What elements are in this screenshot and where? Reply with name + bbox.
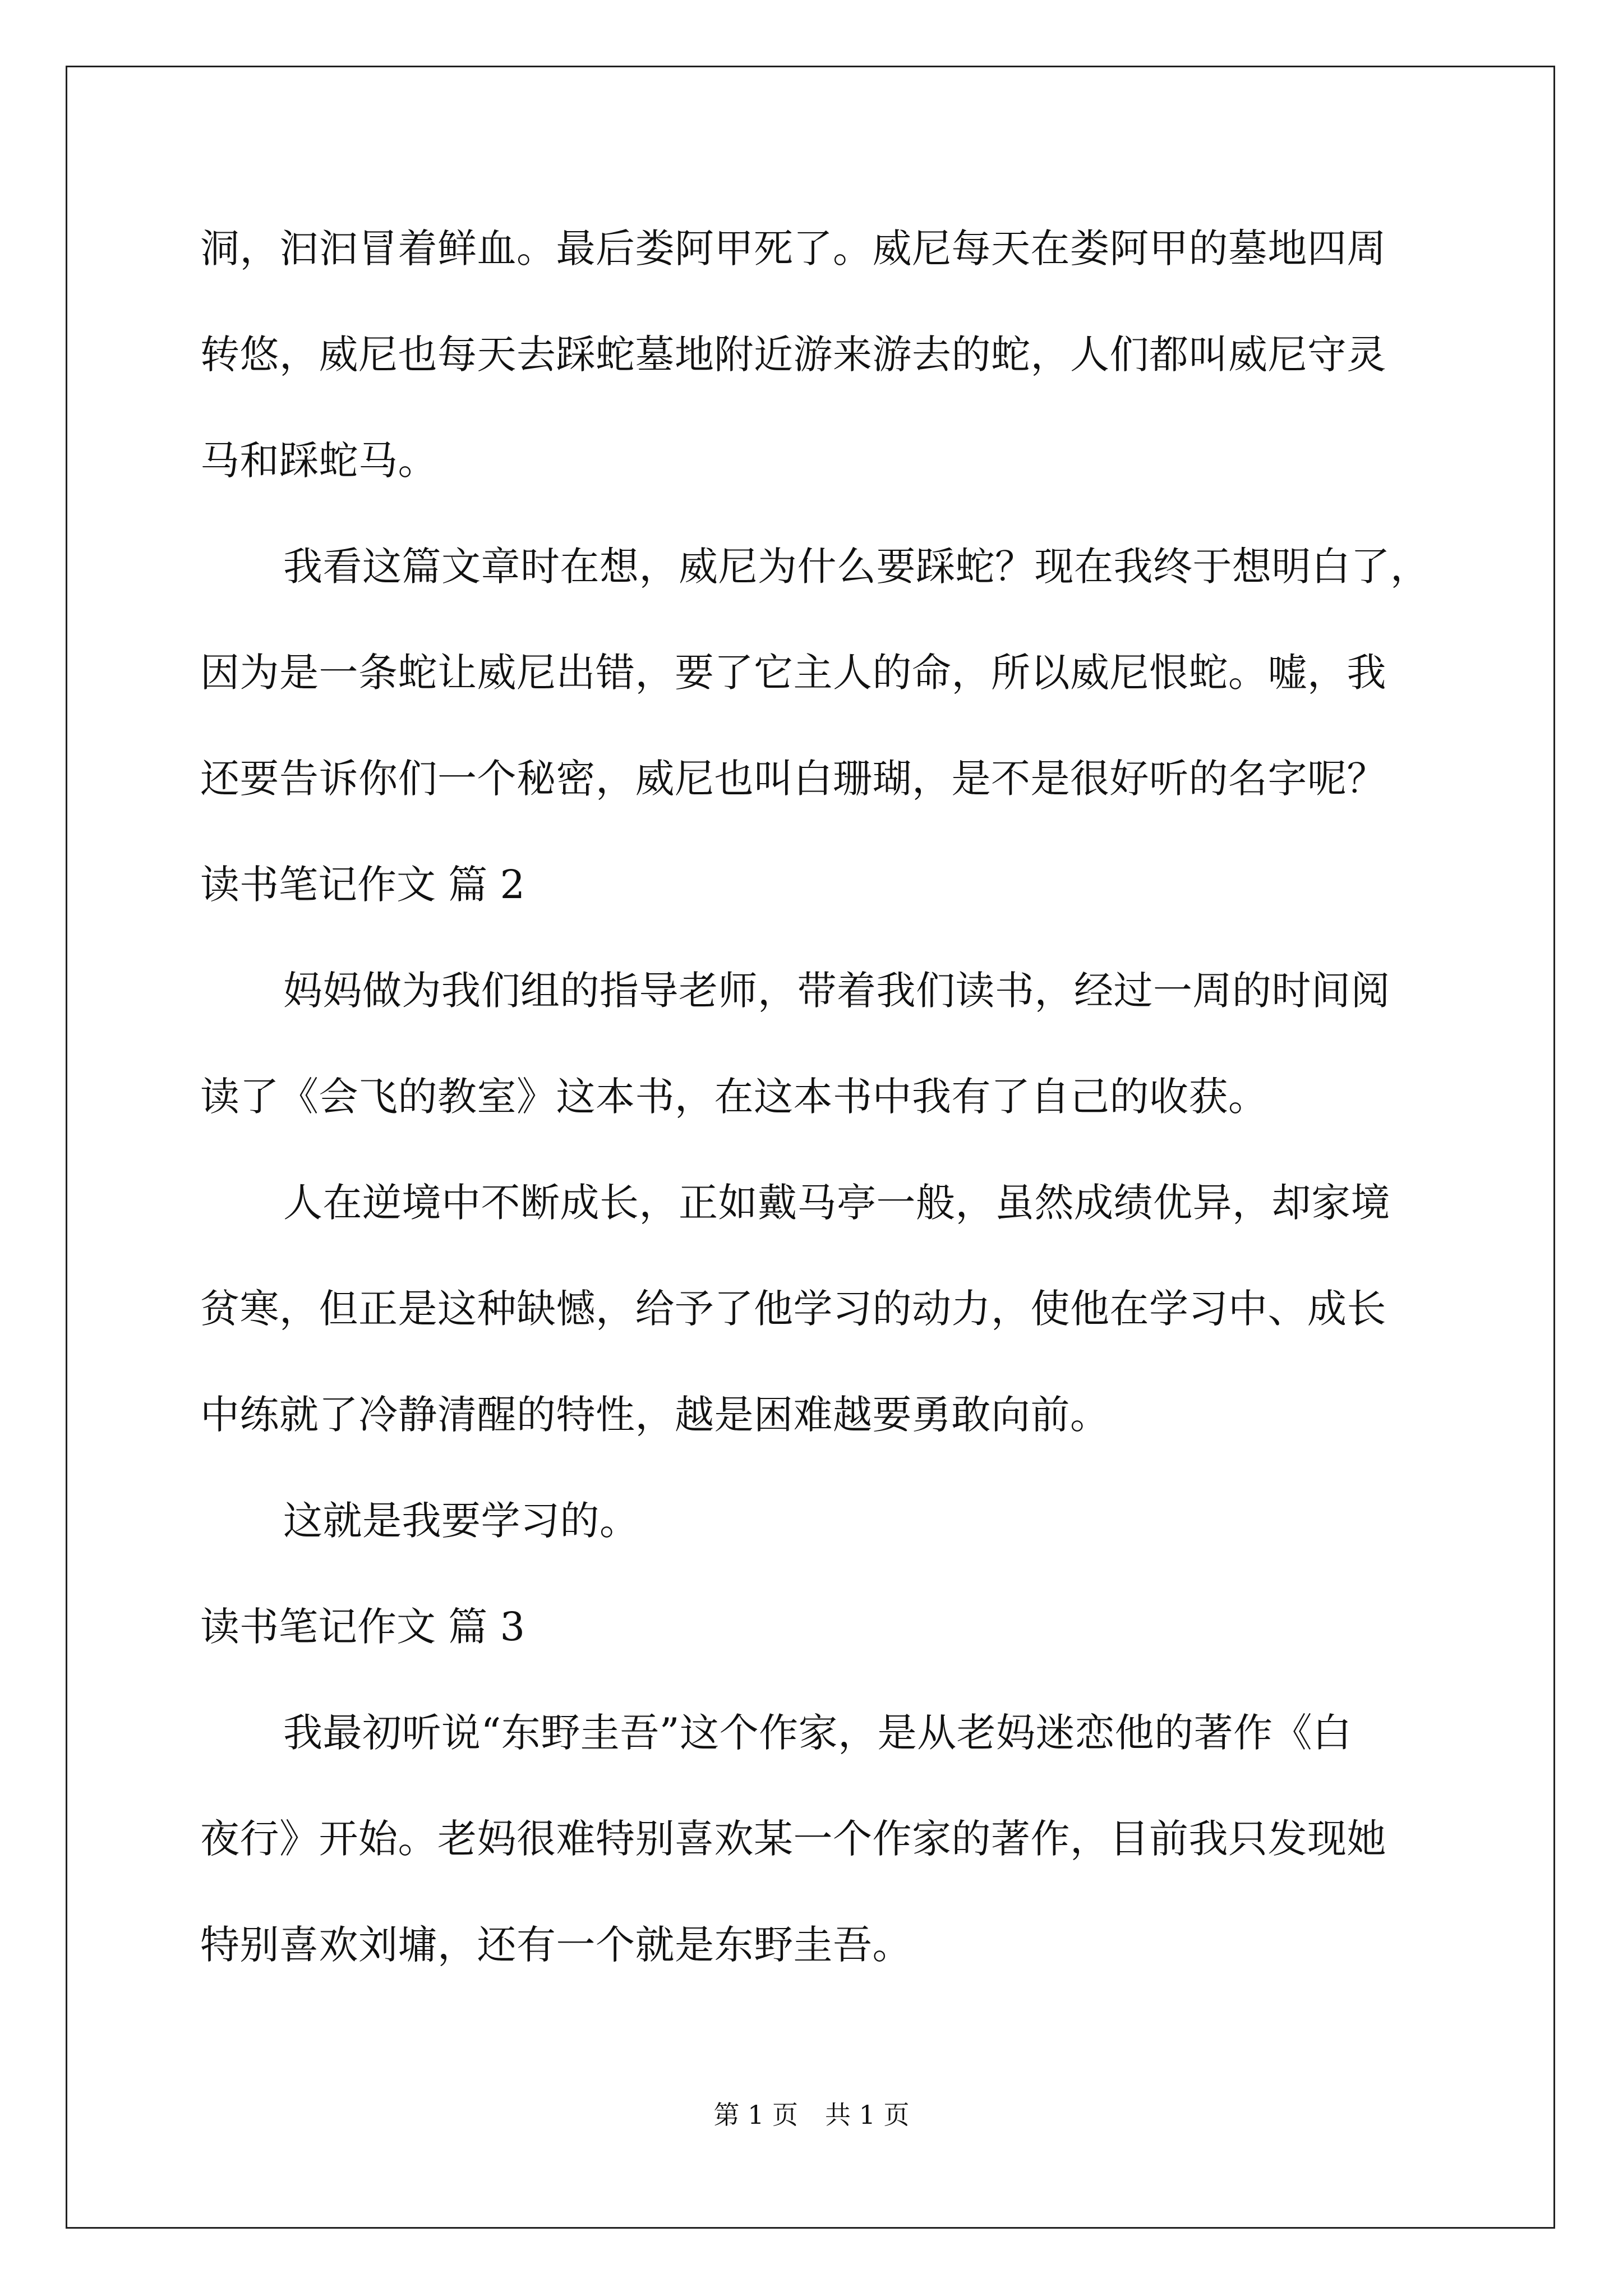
paragraph-line: 中练就了冷静清醒的特性，越是困难越要勇敢向前。: [200, 1392, 1110, 1438]
paragraph-line: 人在逆境中不断成长，正如戴马亭一般，虽然成绩优异，却家境: [283, 1180, 1390, 1226]
paragraph-line: 读了《会飞的教室》这本书，在这本书中我有了自己的收获。: [200, 1074, 1268, 1120]
paragraph-line: 这就是我要学习的。: [283, 1498, 639, 1544]
document-body: [200, 209, 1434, 2012]
paragraph-line: 特别喜欢刘墉，还有一个就是东野圭吾。: [200, 1922, 912, 1968]
paragraph-line: 洞，汩汩冒着鲜血。最后娄阿甲死了。威尼每天在娄阿甲的墓地四周: [200, 226, 1386, 272]
section-heading: 读书笔记作文 篇 2: [200, 862, 525, 908]
page-number: 第 1 页: [713, 2100, 798, 2130]
paragraph-line: 还要告诉你们一个秘密，威尼也叫白珊瑚，是不是很好听的名字呢？: [200, 756, 1386, 802]
paragraph-line: 贫寒，但正是这种缺憾，给予了他学习的动力，使他在学习中、成长: [200, 1286, 1386, 1332]
page-footer: [0, 2098, 1623, 2132]
paragraph-line: 因为是一条蛇让威尼出错，要了它主人的命，所以威尼恨蛇。嘘，我: [200, 650, 1386, 696]
paragraph-line: 转悠，威尼也每天去踩蛇墓地附近游来游去的蛇，人们都叫威尼守灵: [200, 332, 1386, 378]
paragraph-line: 夜行》开始。老妈很难特别喜欢某一个作家的著作，目前我只发现她: [200, 1816, 1386, 1862]
paragraph-line: 马和踩蛇马。: [200, 438, 437, 484]
page-total: 共 1 页: [825, 2100, 910, 2130]
paragraph-line: 我最初听说“东野圭吾”这个作家，是从老妈迷恋他的著作《白: [283, 1710, 1352, 1756]
paragraph-line: 我看这篇文章时在想，威尼为什么要踩蛇？现在我终于想明白了，: [283, 544, 1430, 590]
section-heading: 读书笔记作文 篇 3: [200, 1604, 525, 1650]
paragraph-line: 妈妈做为我们组的指导老师，带着我们读书，经过一周的时间阅: [283, 968, 1390, 1014]
